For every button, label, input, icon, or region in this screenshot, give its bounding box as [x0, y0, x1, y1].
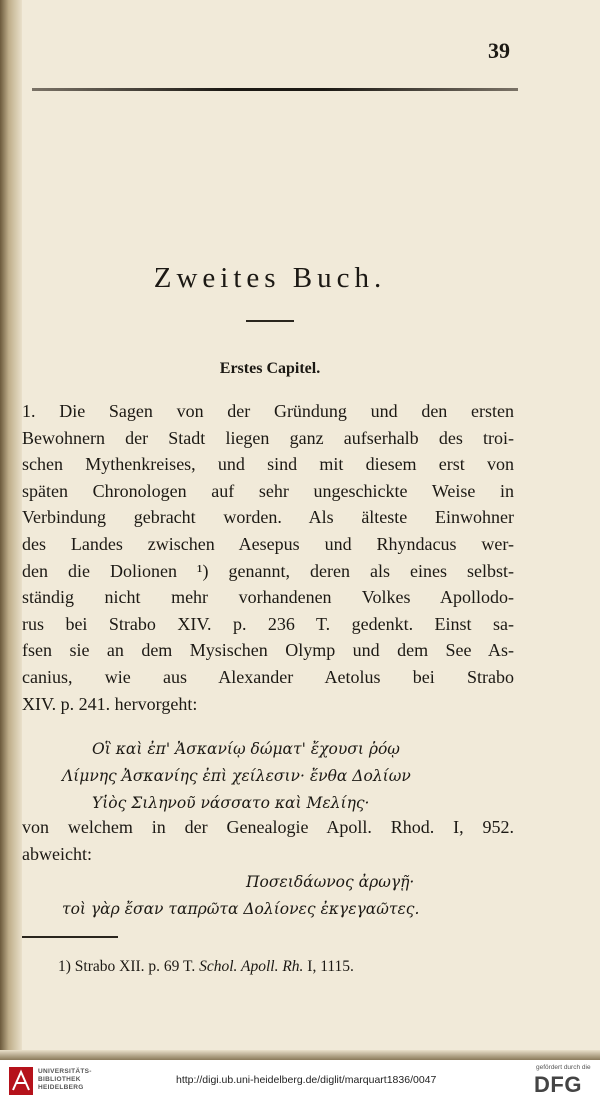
body-paragraph	[22, 398, 514, 717]
text-line: schen Mythenkreises, und sind mit diesem erst von	[22, 454, 514, 475]
greek-verse-line: τοὶ γὰρ ἔσαν ταπρῶτα Δολίονες ἐκγεγαῶτες.	[62, 900, 420, 918]
footnote-italic-text: Schol. Apoll. Rh.	[199, 958, 304, 975]
footnote-divider	[22, 936, 118, 938]
text-line: von welchem in der Genealogie Apoll. Rhod. I, 952.	[22, 817, 514, 837]
text-line: fsen sie an dem Mysischen Olymp und dem See As-	[22, 640, 514, 661]
footnote-text: Strabo XII. p. 69 T.	[74, 958, 196, 975]
header-rule	[32, 88, 518, 91]
viewer-footer	[0, 1060, 600, 1102]
page-number: 39	[488, 38, 510, 63]
footnote-mark: 1)	[58, 958, 71, 975]
dfg-logo[interactable]: DFG	[534, 1072, 582, 1097]
text-line: Bewohnern der Stadt liegen ganz aufserhalb des troi-	[22, 427, 514, 448]
text-line: 1. Die Sagen von der Gründung und den ersten	[22, 401, 514, 421]
book-title: Zweites Buch.	[153, 262, 387, 294]
text-line: ständig nicht mehr vorhandenen Volkes Apollodo-	[22, 587, 514, 608]
page-bottom-edge	[0, 1050, 600, 1060]
permalink-url[interactable]: http://digi.ub.uni-heidelberg.de/diglit/marquart1836/0047	[176, 1074, 437, 1086]
text-line: späten Chronologen auf sehr ungeschickte Weise in	[22, 480, 514, 501]
greek-verse-line: Λίμνης Ἀσκανίης ἐπὶ χείλεσιν· ἔνθα Δολίων	[62, 767, 411, 785]
greek-verse-line: Υἱὸς Σιληνοῦ νάσσατο καὶ Μελίης·	[92, 794, 370, 812]
footnote-text: I, 1115.	[307, 958, 354, 975]
text-line: den die Dolionen ¹) genannt, deren als eines selbst-	[22, 560, 514, 581]
sponsor-caption: gefördert durch die	[536, 1064, 591, 1071]
text-line: Verbindung gebracht worden. Als älteste Einwohner	[22, 507, 514, 528]
text-line: des Landes zwischen Aesepus und Rhyndacus wer-	[22, 533, 514, 554]
text-line: canius, wie aus Alexander Aetolus bei Strabo	[22, 666, 514, 687]
greek-verse-line: Οἳ καὶ ἐπ' Ἀσκανίῳ δώματ' ἔχουσι ῥόῳ	[92, 740, 400, 758]
page-gutter-shadow	[0, 0, 22, 1060]
text-line: abweicht:	[22, 843, 92, 864]
institution-name: UNIVERSITÄTS- BIBLIOTHEK HEIDELBERG	[38, 1068, 92, 1091]
university-logo-icon[interactable]	[8, 1066, 34, 1096]
text-line: rus bei Strabo XIV. p. 236 T. gedenkt. Einst sa-	[22, 613, 514, 634]
title-divider	[246, 320, 294, 322]
text-line: XIV. p. 241. hervorgeht:	[22, 693, 198, 714]
footnote	[58, 958, 488, 976]
body-paragraph-continued	[22, 814, 514, 867]
chapter-title: Erstes Capitel.	[219, 360, 321, 377]
greek-verse-line: Ποσειδάωνος ἀρωγῇ·	[246, 873, 415, 891]
